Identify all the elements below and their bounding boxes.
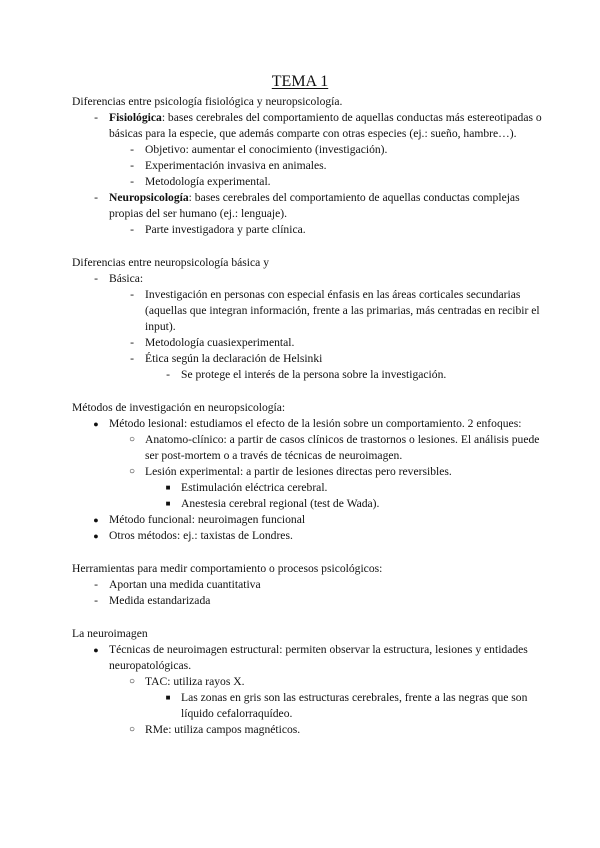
dash-marker: - xyxy=(130,223,134,236)
section-research-methods xyxy=(72,400,542,544)
square-marker: ■ xyxy=(165,693,171,702)
circle-marker: ○ xyxy=(128,724,136,735)
section-basic-neuropsychology xyxy=(72,255,542,383)
list-item: ● Técnicas de neuroimagen estructural: permiten observar la estructura, lesiones y entidades neuropatológicas. xyxy=(72,642,542,674)
term: Neuropsicología xyxy=(109,191,189,204)
dash-marker: - xyxy=(130,175,134,188)
bullet-marker: ● xyxy=(93,645,99,655)
list-item: - Fisiológica: bases cerebrales del comportamiento de aquellas conductas más estereotipadas o básicas para la especie, que además comparte con otras especies (ej.: sueño, hambre…). xyxy=(72,110,542,142)
section-heading: Métodos de investigación en neuropsicología: xyxy=(72,401,286,414)
dash-marker: - xyxy=(94,272,98,285)
bullet-marker: ● xyxy=(93,515,99,525)
section-heading: Diferencias entre psicología fisiológica y neuropsicología. xyxy=(72,95,343,108)
list-item: ■ Las zonas en gris son las estructuras cerebrales, frente a las negras que son líquido cefalorraquídeo. xyxy=(72,690,542,722)
list-item: - Aportan una medida cuantitativa xyxy=(72,577,542,593)
dash-marker: - xyxy=(166,368,170,381)
list-item: ■ Estimulación eléctrica cerebral. xyxy=(72,480,542,496)
dash-marker: - xyxy=(130,143,134,156)
list-item: ○ Lesión experimental: a partir de lesiones directas pero reversibles. xyxy=(72,464,542,480)
section-psychology-differences xyxy=(72,94,542,238)
circle-marker: ○ xyxy=(128,434,136,445)
list-item: - Metodología experimental. xyxy=(72,174,542,190)
list-item: ● Otros métodos: ej.: taxistas de Londres. xyxy=(72,528,542,544)
bullet-marker: ● xyxy=(93,419,99,429)
dash-marker: - xyxy=(94,578,98,591)
document-title: TEMA 1 xyxy=(271,73,329,90)
dash-marker: - xyxy=(94,191,98,204)
list-item: - Objetivo: aumentar el conocimiento (investigación). xyxy=(72,142,542,158)
term: Fisiológica xyxy=(109,111,162,124)
section-heading: Diferencias entre neuropsicología básica y xyxy=(72,256,270,269)
bullet-marker: ● xyxy=(93,531,99,541)
list-item: - Neuropsicología: bases cerebrales del comportamiento de aquellas conductas complejas propias del ser humano (ej.: lenguaje). xyxy=(72,190,542,222)
dash-marker: - xyxy=(94,111,98,124)
section-neuroimaging xyxy=(72,626,542,738)
circle-marker: ○ xyxy=(128,466,136,477)
dash-marker: - xyxy=(130,159,134,172)
circle-marker: ○ xyxy=(128,676,136,687)
section-measurement-tools xyxy=(72,561,542,609)
list-item: - Ética según la declaración de Helsinki xyxy=(72,351,542,367)
list-item: - Experimentación invasiva en animales. xyxy=(72,158,542,174)
square-marker: ■ xyxy=(165,499,171,508)
dash-marker: - xyxy=(130,352,134,365)
list-item: - Parte investigadora y parte clínica. xyxy=(72,222,542,238)
list-item: - Investigación en personas con especial énfasis en las áreas corticales secundarias (aquellas que integran información, frente a las primarias, más centradas en recibir el input). xyxy=(72,287,542,335)
list-item: ○ Anatomo-clínico: a partir de casos clínicos de trastornos o lesiones. El análisis puede ser post-mortem o a través de técnicas de neuroimagen. xyxy=(72,432,542,464)
list-item: ○ TAC: utiliza rayos X. xyxy=(72,674,542,690)
list-item: - Básica: xyxy=(72,271,542,287)
dash-marker: - xyxy=(130,336,134,349)
list-item: ○ RMe: utiliza campos magnéticos. xyxy=(72,722,542,738)
list-item: - Se protege el interés de la persona sobre la investigación. xyxy=(72,367,542,383)
section-heading: Herramientas para medir comportamiento o procesos psicológicos: xyxy=(72,562,383,575)
dash-marker: - xyxy=(94,594,98,607)
dash-marker: - xyxy=(130,288,134,301)
list-item: - Metodología cuasiexperimental. xyxy=(72,335,542,351)
list-item: ■ Anestesia cerebral regional (test de Wada). xyxy=(72,496,542,512)
square-marker: ■ xyxy=(165,483,171,492)
list-item: - Medida estandarizada xyxy=(72,593,542,609)
document-body xyxy=(72,94,542,738)
section-heading: La neuroimagen xyxy=(72,627,148,640)
list-item: ● Método lesional: estudiamos el efecto de la lesión sobre un comportamiento. 2 enfoques: xyxy=(72,416,542,432)
list-item: ● Método funcional: neuroimagen funcional xyxy=(72,512,542,528)
